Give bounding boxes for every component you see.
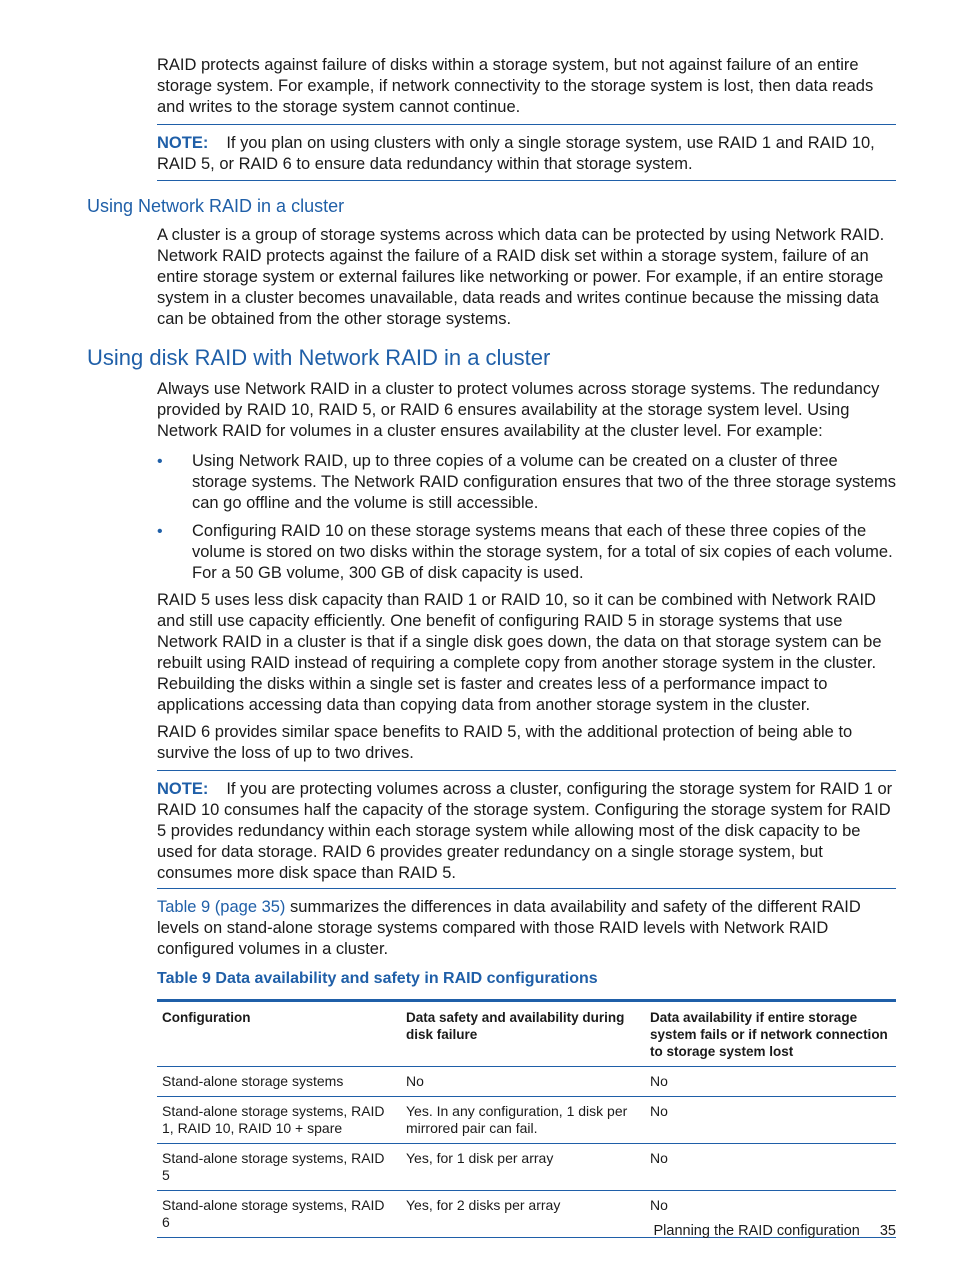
bullet-text: Configuring RAID 10 on these storage systems means that each of these three copies of the volume is stored on two disks within the storage system, for a total of six copies of each volume. For a 50 GB volume, 300 GB of disk capacity is used.	[192, 522, 893, 582]
list-item	[157, 521, 897, 584]
table-cell: No	[401, 1067, 645, 1097]
table-9-link[interactable]: Table 9 (page 35)	[157, 898, 286, 916]
table-cell: No	[645, 1191, 896, 1238]
table-cell: Stand-alone storage systems, RAID 1, RAID 10, RAID 10 + spare	[157, 1097, 401, 1144]
table-cell: Yes, for 1 disk per array	[401, 1144, 645, 1191]
table-cell: Stand-alone storage systems	[157, 1067, 401, 1097]
intro-paragraph: RAID protects against failure of disks within a storage system, but not against failure of an entire storage system. For example, if network connectivity to the storage system is lost, then data reads and writes to the storage system cannot continue.	[157, 56, 874, 116]
bullet-list	[157, 451, 897, 584]
note-2-text: If you are protecting volumes across a cluster, configuring the storage system for RAID 1 or RAID 10 consumes half the capacity of the storage system. Configuring the storage system for RAID 5 provides redundancy within each storage system while allowing most of the disk capacity to be used for data storage. RAID 6 provides greater redundancy on a single storage system, but consumes more disk space than RAID 5.	[157, 780, 893, 882]
note-bottom-rule	[157, 888, 896, 889]
note-label: NOTE:	[157, 134, 209, 152]
heading-disk-raid: Using disk RAID with Network RAID in a cluster	[87, 345, 551, 370]
network-raid-paragraph: A cluster is a group of storage systems across which data can be protected by using Network RAID. Network RAID protects against the failure of a RAID disk set within a storage system, failure of an entire storage system or external failures like networking or power. For example, if an entire storage system in a cluster becomes unavailable, data reads and writes continue because the missing data can be obtained from the other storage systems.	[157, 226, 885, 328]
table-cell: No	[645, 1067, 896, 1097]
note-label: NOTE:	[157, 780, 209, 798]
column-header: Data safety and availability during disk failure	[401, 1001, 645, 1067]
table-cell: Yes. In any configuration, 1 disk per mirrored pair can fail.	[401, 1097, 645, 1144]
disk-raid-intro-paragraph: Always use Network RAID in a cluster to protect volumes across storage systems. The redundancy provided by RAID 10, RAID 5, or RAID 6 ensures availability at the storage system level. Using Network RAID for volumes in a cluster ensures availability at the cluster level. For example:	[157, 380, 880, 440]
raid5-paragraph: RAID 5 uses less disk capacity than RAID 1 or RAID 10, so it can be combined with Network RAID and still use capacity efficiently. One benefit of configuring RAID 5 in storage systems that use Network RAID in a cluster is that if a single disk goes down, the data on that storage system can be rebuilt using RAID instead of requiring a complete copy from another storage system in the cluster. Rebuilding the disks within a single set is faster and creates less of a performance impact to applications accessing data than copying data from another storage system in the cluster.	[157, 591, 882, 714]
bullet-icon: •	[157, 523, 163, 540]
page-footer	[634, 1223, 897, 1239]
table-caption: Table 9 Data availability and safety in RAID configurations	[157, 970, 598, 987]
note-1	[157, 133, 897, 175]
table-cell: No	[645, 1144, 896, 1191]
list-item	[157, 451, 897, 514]
table-cell: Stand-alone storage systems, RAID 5	[157, 1144, 401, 1191]
column-header: Configuration	[157, 1001, 401, 1067]
raid6-paragraph: RAID 6 provides similar space benefits to RAID 5, with the additional protection of being able to survive the loss of up to two drives.	[157, 723, 853, 762]
note-bottom-rule	[157, 180, 896, 181]
table-row	[157, 1067, 896, 1097]
table-ref-paragraph	[157, 897, 897, 960]
bullet-icon: •	[157, 453, 163, 470]
table-cell: Stand-alone storage systems, RAID 6	[157, 1191, 401, 1238]
note-1-text: If you plan on using clusters with only a single storage system, use RAID 1 and RAID 10, RAID 5, or RAID 6 to ensure data redundancy within that storage system.	[157, 134, 875, 173]
column-header: Data availability if entire storage system fails or if network connection to storage system lost	[645, 1001, 896, 1067]
note-top-rule	[157, 770, 896, 771]
table-cell: Yes, for 2 disks per array	[401, 1191, 645, 1238]
heading-network-raid: Using Network RAID in a cluster	[87, 196, 345, 216]
table-ref-text: summarizes the differences in data availability and safety of the different RAID levels on stand-alone storage systems compared with those RAID levels with Network RAID configured volumes in a cluster.	[157, 898, 861, 958]
table-row	[157, 1144, 896, 1191]
note-top-rule	[157, 124, 896, 125]
table-header-row	[157, 1001, 896, 1067]
page-number: 35	[879, 1223, 896, 1239]
table-row	[157, 1097, 896, 1144]
footer-section-title: Planning the RAID configuration	[653, 1223, 860, 1239]
note-2	[157, 779, 897, 884]
table-cell: No	[645, 1097, 896, 1144]
bullet-text: Using Network RAID, up to three copies of a volume can be created on a cluster of three storage systems. The Network RAID configuration ensures that two of the three storage systems can go offline and the volume is still accessible.	[192, 452, 897, 512]
raid-table	[157, 999, 896, 1238]
